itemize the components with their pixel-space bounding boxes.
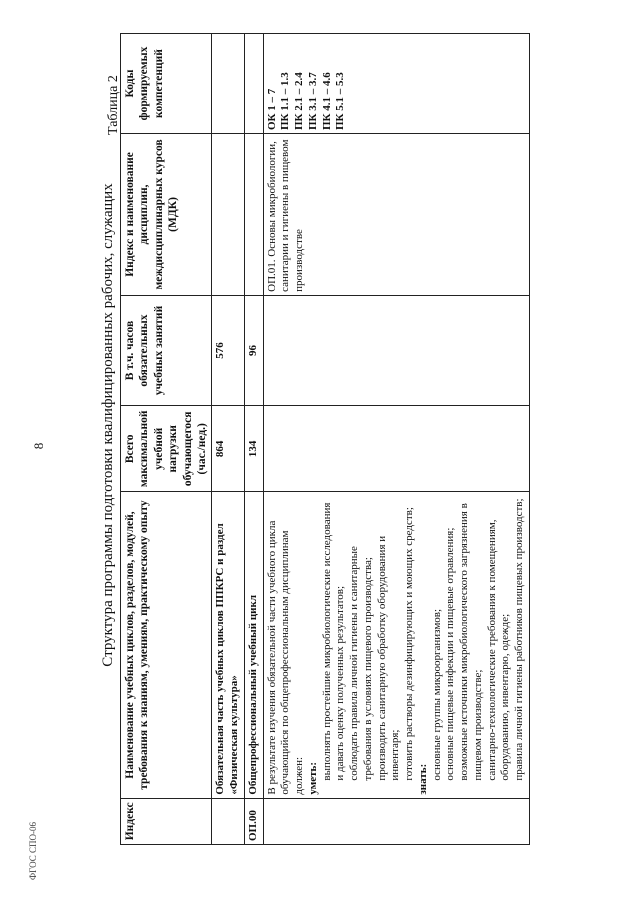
page-title: Структура программы подготовки квалифицированных рабочих, служащих — [100, 183, 116, 667]
cell-codes — [244, 34, 263, 134]
znat-item: основные группы микроорганизмов; — [430, 608, 443, 781]
umet-label: уметь: — [306, 762, 319, 795]
cell-index — [263, 798, 529, 844]
znat-label: знать: — [416, 763, 429, 795]
header-max-load: Всего максимальной учебной нагрузки обучающегося (час./нед.) — [121, 406, 212, 492]
header-mandatory: В т.ч. часов обязательных учебных занятий — [121, 295, 212, 405]
competence-code: ПК 1.1 – 1.3 — [279, 72, 292, 131]
cell-codes — [263, 34, 529, 134]
cell-mandatory: 96 — [244, 295, 263, 405]
znat-item: правила личной гигиены работников пищевых производств; — [513, 498, 525, 781]
cell-discipline — [244, 134, 263, 296]
competence-code: ПК 4.1 – 4.6 — [320, 72, 333, 131]
header-discipline: Индекс и наименование дисциплин, междисциплинарных курсов (МДК) — [121, 134, 212, 296]
cell-mandatory: 576 — [212, 295, 245, 405]
table-row — [244, 34, 263, 845]
table-row — [212, 34, 245, 845]
cell-max-load: 134 — [244, 406, 263, 492]
umet-item: соблюдать правила личной гигиены и санитарные требования в условиях пищевого производства; — [348, 546, 374, 781]
competence-code: ПК 2.1 – 2.4 — [293, 72, 305, 131]
header-codes: Коды формируемых компетенций — [121, 34, 212, 134]
requirements-intro: В результате изучения обязательной части учебного цикла обучающийся по общепрофессиональным дисциплинам должен: — [265, 520, 305, 795]
competence-code: ПК 5.1 – 5.3 — [334, 72, 347, 131]
cell-discipline: ОП.01. Основы микробиологии, санитарии и гигиены в пищевом производстве — [263, 134, 529, 296]
table-header-row — [121, 34, 212, 845]
cell-name: Обязательная часть учебных циклов ППКРС и раздел «Физическая культура» — [212, 492, 245, 798]
cell-mandatory — [263, 295, 529, 405]
header-name: Наименование учебных циклов, разделов, модулей, требования к знаниям, умениям, практическому опыту — [121, 492, 212, 798]
table-caption: Таблица 2 — [106, 75, 121, 135]
cell-requirements — [263, 492, 529, 798]
umet-item: готовить растворы дезинфицирующих и моющих средств; — [403, 507, 415, 781]
cell-max-load — [263, 406, 529, 492]
competence-code: ОК 1 – 7 — [265, 88, 278, 131]
cell-codes — [212, 34, 245, 134]
cell-index: ОП.00 — [244, 798, 263, 844]
page-number: 8 — [31, 442, 46, 450]
cell-name: Общепрофессиональный учебный цикл — [244, 492, 263, 798]
umet-item: производить санитарную обработку оборудования и инвентаря; — [375, 535, 402, 781]
znat-item: санитарно-технологические требования к помещениям, оборудованию, инвентарю, одежде; — [485, 519, 512, 781]
program-structure-table — [120, 33, 530, 845]
competence-code: ПК 3.1 – 3.7 — [306, 72, 319, 131]
cell-index — [212, 798, 245, 844]
umet-item: выполнять простейшие микробиологические исследования и давать оценку полученных результатов; — [320, 502, 347, 781]
cell-max-load: 864 — [212, 406, 245, 492]
footer-code: ФГОС СПО-06 — [28, 822, 38, 880]
znat-item: основные пищевые инфекции и пищевые отравления; — [444, 527, 457, 781]
znat-item: возможные источники микробиологического загрязнения в пищевом производстве; — [458, 503, 484, 781]
cell-discipline — [212, 134, 245, 296]
header-index: Индекс — [121, 798, 212, 844]
table-row — [263, 34, 529, 845]
